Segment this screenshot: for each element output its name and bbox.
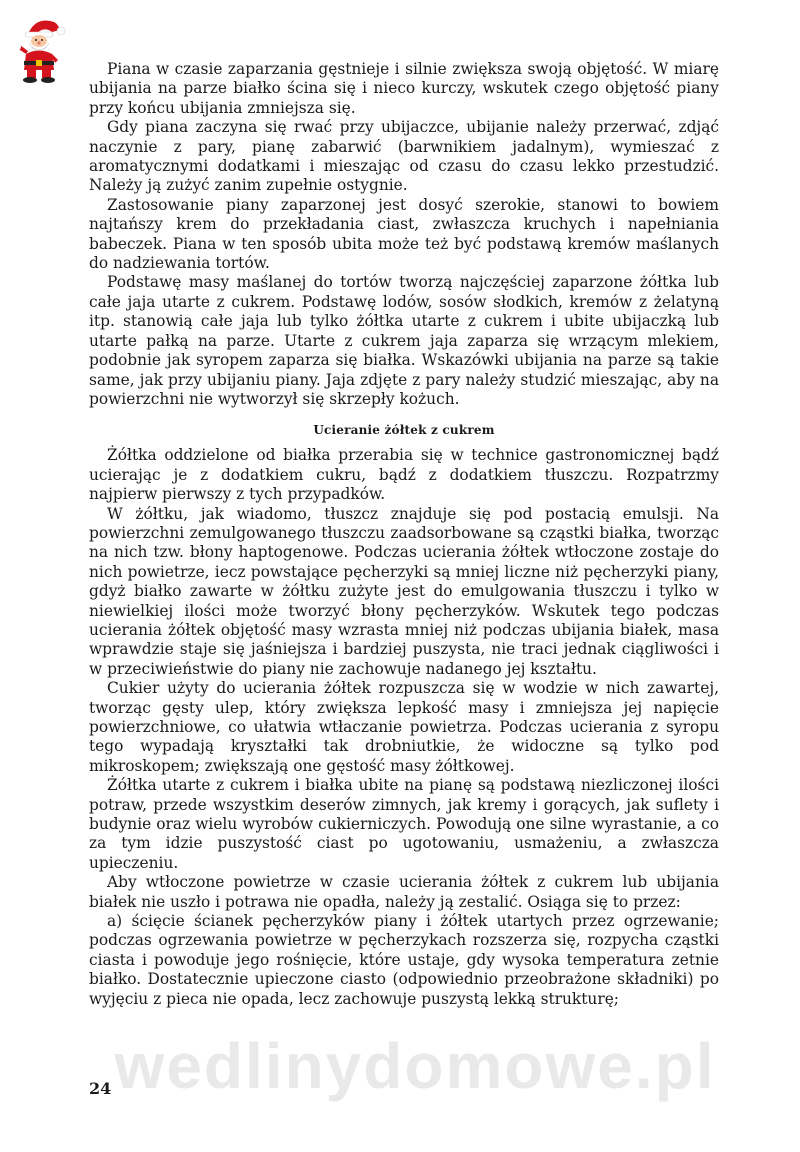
section-heading: Ucieranie żółtek z cukrem <box>313 423 495 438</box>
watermark: wedlinydomowe.pl <box>114 1030 716 1102</box>
santa-claus-icon <box>14 14 70 86</box>
paragraph: Podstawę masy maślanej do tortów tworzą najczęściej zaparzone żółtka lub całe jaja utarte z cukrem. Podstawę lodów, sosów słodkich, kremów z żelatyną itp. stanowią całe jaja lub tylko żółtka utarte z cukrem i ubite ubijaczką lub utarte pałką na parze. Utarte z cukrem jaja zaparza się wrzącym mlekiem, podobnie jak syropem zaparza się białka. Wskazówki ubijania na parze są takie same, jak przy ubijaniu piany. Jaja zdjęte z pary należy studzić mieszając, aby na powierzchni nie wytworzył się skrzepły kożuch. <box>89 273 719 408</box>
page-body <box>89 60 719 1009</box>
page-number: 24 <box>89 1079 112 1098</box>
paragraph: Zastosowanie piany zaparzonej jest dosyć szerokie, stanowi to bowiem najtańszy krem do przekładania ciast, zwłaszcza kruchych i napełniania babeczek. Piana w ten sposób ubita może też być podstawą kremów maślanych do nadziewania tortów. <box>89 195 719 273</box>
paragraph: W żółtku, jak wiadomo, tłuszcz znajduje się pod postacią emulsji. Na powierzchni zemulgowanego tłuszczu zaadsorbowane są cząstki białka, tworząc na nich tzw. błony haptogenowe. Podczas ucierania żółtek wtłoczone zostaje do nich powietrze, iecz powstające pęcherzyki są mniej liczne niż pęcherzyki piany, gdyż białko zawarte w żółtku zużyte jest do emulgowania tłuszczu i tylko w niewielkiej ilości może tworzyć błony pęcherzyków. Wskutek tego podczas ucierania żółtek objętość masy wzrasta mniej niż podczas ubijania białek, masa wprawdzie staje się jaśniejsza i bardziej puszysta, nie traci jednak ciągliwości i w przeciwieństwie do piany nie zachowuje nadanego jej kształtu. <box>89 504 719 678</box>
paragraph: Aby wtłoczone powietrze w czasie ucierania żółtek z cukrem lub ubijania białek nie uszło i potrawa nie opadła, należy ją zestalić. Osiąga się to przez: <box>89 873 719 911</box>
paragraph: Cukier użyty do ucierania żółtek rozpuszcza się w wodzie w nich zawartej, tworząc gęsty ulep, który zwiększa lepkość masy i zmniejsza jej napięcie powierzchniowe, co ułatwia wtłaczanie powietrza. Podczas ucierania z syropu tego wypadają kryształki tak drobniutkie, że widoczne są tylko pod mikroskopem; zwiększają one gęstość masy żółtkowej. <box>89 679 719 775</box>
paragraph: Piana w czasie zaparzania gęstnieje i silnie zwiększa swoją objętość. W miarę ubijania na parze białko ścina się i nieco kurczy, wskutek czego objętość piany przy końcu ubijania zmniejsza się. <box>89 60 719 117</box>
paragraph: Gdy piana zaczyna się rwać przy ubijaczce, ubijanie należy przerwać, zdjąć naczynie z pary, pianę zabarwić (barwnikiem jadalnym), wymieszać z aromatycznymi dodatkami i mieszając od czasu do czasu lekko przestudzić. Należy ją zużyć zanim zupełnie ostygnie. <box>89 118 719 195</box>
paragraph: a) ścięcie ścianek pęcherzyków piany i żółtek utartych przez ogrzewanie; podczas ogrzewania powietrze w pęcherzykach rozszerza się, rozpycha cząstki ciasta i powoduje jego rośnięcie, które ustaje, gdy wysoka temperatura zetnie białko. Dostatecznie upieczone ciasto (odpowiednio przeobrażone składniki) po wyjęciu z pieca nie opada, lecz zachowuje puszystą lekką strukturę; <box>89 912 719 1008</box>
paragraph: Żółtka oddzielone od białka przerabia się w technice gastronomicznej bądź ucierając je z dodatkiem cukru, bądź z dodatkiem tłuszczu. Rozpatrzmy najpierw pierwszy z tych przypadków. <box>89 446 719 504</box>
paragraph: Żółtka utarte z cukrem i białka ubite na pianę są podstawą niezliczonej ilości potraw, przede wszystkim deserów zimnych, jak kremy i gorących, jak suflety i budynie oraz wielu wyrobów cukierniczych. Powodują one silne wyrastanie, a co za tym idzie puszystość ciast po ugotowaniu, usmażeniu, a zwłaszcza upieczeniu. <box>89 776 719 872</box>
